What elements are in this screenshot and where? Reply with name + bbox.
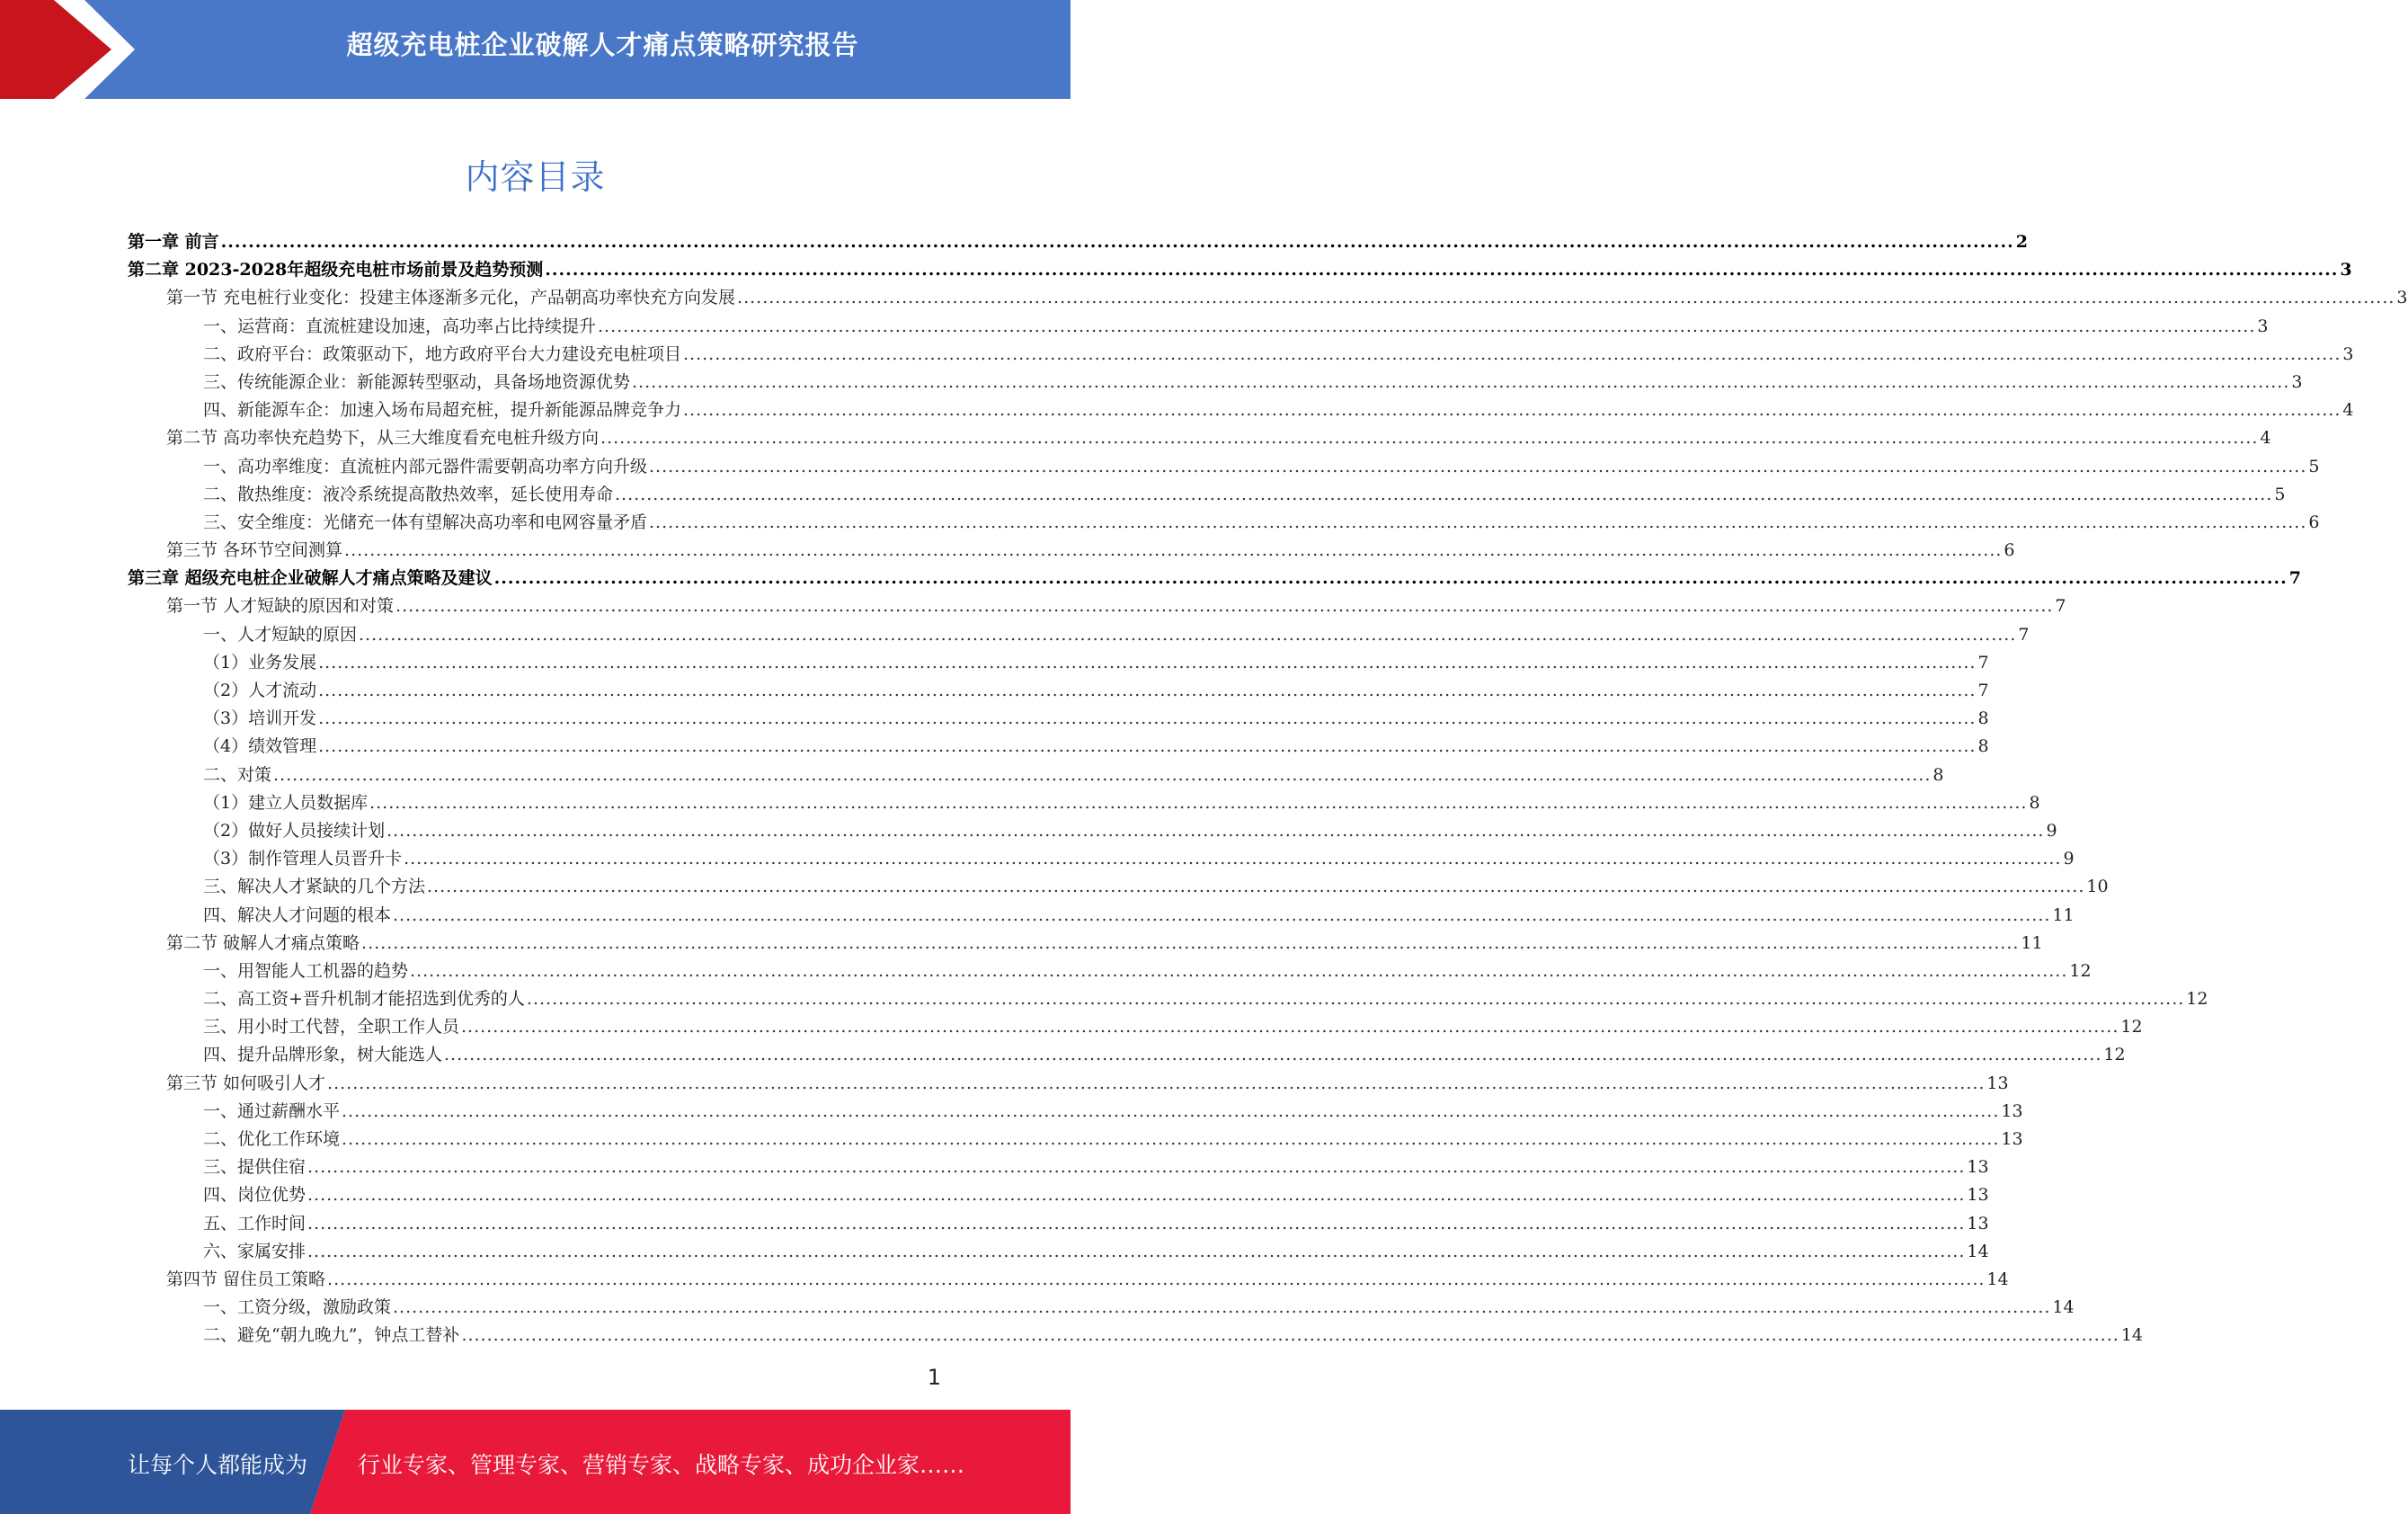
toc-entry-page-number: 7 (2055, 596, 2066, 617)
toc-entry-label: 第三节 各环节空间测算 (166, 540, 343, 561)
toc-entry-label: （1）业务发展 (203, 652, 317, 672)
toc-entry-label: 第三章 超级充电桩企业破解人才痛点策略及建议 (128, 568, 493, 589)
toc-entry[interactable] (128, 592, 2066, 620)
toc-dot-leader: ...................................................................................................................................................................................................................................................................... (598, 316, 2256, 336)
toc-entry-label: 一、运营商：直流桩建设加速，高功率占比持续提升 (203, 316, 597, 336)
toc-entry[interactable] (128, 789, 2040, 817)
toc-entry[interactable] (128, 1126, 2023, 1153)
toc-entry-label: 二、高工资+晋升机制才能招选到优秀的人 (203, 989, 525, 1010)
toc-entry-page-number: 7 (1977, 652, 1989, 672)
toc-entry[interactable] (128, 1153, 1989, 1181)
toc-entry-label: 四、岗位优势 (203, 1185, 307, 1206)
toc-entry-page-number: 3 (2257, 316, 2269, 336)
toc-dot-leader: ...................................................................................................................................................................................................................................................................... (307, 1241, 1966, 1261)
toc-title: 内容目录 (465, 157, 606, 197)
toc-entry-label: （3）培训开发 (203, 708, 317, 729)
toc-entry[interactable] (128, 1181, 1989, 1209)
toc-dot-leader: ...................................................................................................................................................................................................................................................................... (545, 260, 2339, 281)
toc-entry[interactable] (128, 1210, 1989, 1238)
toc-entry-page-number: 4 (2342, 400, 2354, 421)
toc-entry-label: 一、用智能人工机器的趋势 (203, 960, 409, 981)
toc-dot-leader: ...................................................................................................................................................................................................................................................................... (427, 877, 2085, 897)
toc-dot-leader: ...................................................................................................................................................................................................................................................................... (318, 708, 1977, 729)
toc-dot-leader: ...................................................................................................................................................................................................................................................................... (649, 456, 2307, 476)
toc-dot-leader: ...................................................................................................................................................................................................................................................................... (683, 343, 2341, 364)
toc-entry-page-number: 13 (1967, 1213, 1989, 1233)
toc-entry[interactable] (128, 509, 2320, 537)
footer-slogan-lead: 让每个人都能成为 (128, 1452, 308, 1478)
toc-entry[interactable] (128, 284, 2408, 312)
toc-entry[interactable] (128, 424, 2271, 452)
toc-entry-label: 第二节 破解人才痛点策略 (166, 932, 360, 953)
toc-dot-leader: ...................................................................................................................................................................................................................................................................... (307, 1157, 1966, 1178)
toc-entry-page-number: 6 (2004, 540, 2015, 561)
toc-entry-label: 第二章 2023-2028年超级充电桩市场前景及趋势预测 (128, 260, 544, 281)
toc-dot-leader: ...................................................................................................................................................................................................................................................................... (359, 624, 2017, 645)
toc-entry-label: 一、通过薪酬水平 (203, 1100, 341, 1121)
toc-entry-page-number: 8 (2029, 792, 2040, 813)
toc-entry-label: 三、传统能源企业：新能源转型驱动，具备场地资源优势 (203, 371, 631, 392)
toc-entry-page-number: 8 (1977, 736, 1989, 757)
toc-dot-leader: ...................................................................................................................................................................................................................................................................... (220, 232, 2014, 252)
report-title: 超级充电桩企业破解人才痛点策略研究报告 (346, 30, 859, 60)
toc-entry-page-number: 13 (2001, 1100, 2023, 1121)
toc-entry-page-number: 13 (1967, 1157, 1989, 1178)
toc-entry-page-number: 14 (2120, 1325, 2143, 1346)
toc-dot-leader: ...................................................................................................................................................................................................................................................................... (526, 989, 2185, 1010)
toc-dot-leader: ...................................................................................................................................................................................................................................................................... (393, 1297, 2051, 1318)
toc-entry-label: 第四节 留住员工策略 (166, 1269, 326, 1289)
toc-entry-label: 二、散热维度：液冷系统提高散热效率，延长使用寿命 (203, 484, 614, 504)
toc-entry-page-number: 11 (2052, 904, 2075, 925)
toc-dot-leader: ...................................................................................................................................................................................................................................................................... (615, 484, 2273, 504)
toc-dot-leader: ...................................................................................................................................................................................................................................................................... (342, 1100, 2000, 1121)
toc-entry[interactable] (128, 369, 2303, 396)
toc-entry-label: 第一节 人才短缺的原因和对策 (166, 596, 395, 617)
toc-entry-page-number: 7 (2018, 624, 2030, 645)
toc-entry-page-number: 4 (2260, 428, 2271, 449)
toc-entry-label: 二、避免“朝九晚九”，钟点工替补 (203, 1325, 460, 1346)
toc-entry-page-number: 5 (2274, 484, 2286, 504)
toc-entry[interactable] (128, 1294, 2075, 1322)
toc-entry-label: 第三节 如何吸引人才 (166, 1073, 326, 1093)
toc-entry-page-number: 8 (1933, 764, 1944, 785)
toc-dot-leader: ...................................................................................................................................................................................................................................................................... (600, 428, 2259, 449)
toc-entry[interactable] (128, 1098, 2023, 1126)
toc-dot-leader: ...................................................................................................................................................................................................................................................................... (461, 1325, 2119, 1346)
toc-entry[interactable] (128, 873, 2109, 901)
toc-entry[interactable] (128, 649, 1989, 677)
toc-entry[interactable] (128, 228, 2028, 256)
toc-entry-page-number: 13 (1967, 1185, 1989, 1206)
toc-entry-label: 三、用小时工代替，全职工作人员 (203, 1017, 460, 1038)
toc-entry[interactable] (128, 1070, 2009, 1098)
header-chevron-graphic (0, 0, 153, 99)
toc-dot-leader: ...................................................................................................................................................................................................................................................................... (273, 764, 1932, 785)
toc-entry-label: 四、新能源车企：加速入场布局超充桩，提升新能源品牌竞争力 (203, 400, 682, 421)
toc-entry[interactable] (128, 957, 2092, 985)
toc-dot-leader: ...................................................................................................................................................................................................................................................................... (410, 960, 2068, 981)
toc-dot-leader: ...................................................................................................................................................................................................................................................................... (493, 568, 2288, 589)
toc-entry-label: 一、工资分级，激励政策 (203, 1297, 392, 1318)
toc-entry-label: 第一章 前言 (128, 232, 219, 252)
toc-dot-leader: ...................................................................................................................................................................................................................................................................... (369, 792, 2028, 813)
toc-entry-page-number: 12 (2186, 989, 2208, 1010)
toc-dot-leader: ...................................................................................................................................................................................................................................................................... (318, 652, 1977, 672)
toc-dot-leader: ...................................................................................................................................................................................................................................................................... (632, 371, 2290, 392)
toc-entry-page-number: 2 (2015, 232, 2028, 252)
toc-entry-label: （1）建立人员数据库 (203, 792, 369, 813)
toc-dot-leader: ...................................................................................................................................................................................................................................................................... (393, 904, 2051, 925)
toc-entry-label: 二、对策 (203, 764, 272, 785)
toc-entry-label: 第二节 高功率快充趋势下，从三大维度看充电桩升级方向 (166, 428, 600, 449)
toc-entry[interactable] (128, 1013, 2143, 1041)
toc-entry-label: （4）绩效管理 (203, 736, 317, 757)
toc-entry-label: （2）做好人员接续计划 (203, 820, 386, 841)
toc-entry-label: 六、家属安排 (203, 1241, 307, 1261)
toc-entry-page-number: 11 (2021, 932, 2043, 953)
toc-dot-leader: ...................................................................................................................................................................................................................................................................... (683, 400, 2341, 421)
toc-entry-label: （2）人才流动 (203, 681, 317, 700)
toc-dot-leader: ...................................................................................................................................................................................................................................................................... (318, 736, 1977, 757)
footer-slogan-roles: 行业专家、管理专家、营销专家、战略专家、成功企业家…… (358, 1452, 965, 1478)
toc-entry-page-number: 3 (2291, 371, 2303, 392)
toc-entry-label: 五、工作时间 (203, 1213, 307, 1233)
toc-entry[interactable] (128, 930, 2043, 957)
toc-dot-leader: ...................................................................................................................................................................................................................................................................... (307, 1185, 1966, 1206)
toc-entry-page-number: 3 (2342, 343, 2354, 364)
toc-entry-page-number: 3 (2340, 260, 2352, 281)
toc-entry-label: 三、提供住宿 (203, 1157, 307, 1178)
toc-entry[interactable] (128, 481, 2286, 509)
toc-entry-page-number: 5 (2308, 456, 2320, 476)
toc-dot-leader: ...................................................................................................................................................................................................................................................................... (737, 288, 2395, 308)
toc-entry-label: 三、解决人才紧缺的几个方法 (203, 877, 426, 897)
toc-entry[interactable] (128, 453, 2320, 481)
toc-entry[interactable] (128, 677, 1989, 705)
toc-entry-page-number: 13 (2001, 1129, 2023, 1149)
toc-entry[interactable] (128, 313, 2269, 341)
toc-dot-leader: ...................................................................................................................................................................................................................................................................... (344, 540, 2003, 561)
toc-entry[interactable] (128, 1238, 1989, 1266)
toc-dot-leader: ...................................................................................................................................................................................................................................................................... (649, 512, 2307, 532)
toc-entry-label: 二、政府平台：政策驱动下，地方政府平台大力建设充电桩项目 (203, 343, 682, 364)
toc-entry-label: 二、优化工作环境 (203, 1129, 341, 1149)
table-of-contents (128, 228, 2408, 1350)
toc-dot-leader: ...................................................................................................................................................................................................................................................................... (387, 820, 2045, 841)
toc-entry-page-number: 8 (1977, 708, 1989, 729)
toc-entry[interactable] (128, 537, 2015, 565)
toc-entry-page-number: 12 (2069, 960, 2092, 981)
toc-dot-leader: ...................................................................................................................................................................................................................................................................... (307, 1213, 1966, 1233)
toc-entry-page-number: 12 (2120, 1017, 2143, 1038)
toc-entry[interactable] (128, 341, 2354, 369)
toc-entry[interactable] (128, 1266, 2009, 1294)
toc-entry-page-number: 14 (1967, 1241, 1989, 1261)
toc-dot-leader: ...................................................................................................................................................................................................................................................................... (318, 681, 1977, 700)
toc-entry-page-number: 9 (2063, 849, 2075, 869)
header-band (0, 0, 1071, 99)
toc-entry[interactable] (128, 396, 2354, 424)
toc-entry[interactable] (128, 845, 2075, 873)
toc-dot-leader: ...................................................................................................................................................................................................................................................................... (444, 1045, 2102, 1065)
toc-entry[interactable] (128, 1041, 2126, 1069)
toc-entry[interactable] (128, 705, 1989, 733)
toc-dot-leader: ...................................................................................................................................................................................................................................................................... (404, 849, 2062, 869)
toc-entry[interactable] (128, 1322, 2143, 1349)
toc-entry-page-number: 7 (1977, 681, 1989, 700)
toc-entry-page-number: 14 (1986, 1269, 2009, 1289)
toc-entry-page-number: 6 (2308, 512, 2320, 532)
toc-entry-page-number: 9 (2046, 820, 2057, 841)
toc-entry-label: 四、解决人才问题的根本 (203, 904, 392, 925)
toc-entry[interactable] (128, 902, 2075, 930)
toc-dot-leader: ...................................................................................................................................................................................................................................................................... (327, 1269, 1986, 1289)
toc-entry-page-number: 10 (2086, 877, 2109, 897)
toc-entry[interactable] (128, 565, 2301, 592)
toc-entry-page-number: 7 (2288, 568, 2301, 589)
page-number: 1 (927, 1365, 941, 1390)
toc-entry[interactable] (128, 256, 2352, 284)
toc-dot-leader: ...................................................................................................................................................................................................................................................................... (342, 1129, 2000, 1149)
toc-entry-label: 三、安全维度：光储充一体有望解决高功率和电网容量矛盾 (203, 512, 648, 532)
toc-entry[interactable] (128, 621, 2030, 649)
toc-entry-label: 一、人才短缺的原因 (203, 624, 358, 645)
toc-entry-label: 一、高功率维度：直流桩内部元器件需要朝高功率方向升级 (203, 456, 648, 476)
footer-band (0, 1410, 1071, 1514)
toc-entry-label: 四、提升品牌形象，树大能选人 (203, 1045, 443, 1065)
toc-entry[interactable] (128, 733, 1989, 761)
toc-entry[interactable] (128, 985, 2208, 1013)
toc-dot-leader: ...................................................................................................................................................................................................................................................................... (327, 1073, 1986, 1093)
toc-entry-page-number: 13 (1986, 1073, 2009, 1093)
toc-dot-leader: ...................................................................................................................................................................................................................................................................... (461, 1017, 2119, 1038)
toc-entry-label: 第一节 充电桩行业变化：投建主体逐渐多元化，产品朝高功率快充方向发展 (166, 288, 736, 308)
toc-entry-page-number: 12 (2103, 1045, 2126, 1065)
toc-entry-page-number: 3 (2396, 288, 2408, 308)
toc-entry[interactable] (128, 761, 1944, 789)
toc-entry[interactable] (128, 817, 2057, 845)
toc-entry-page-number: 14 (2052, 1297, 2075, 1318)
toc-dot-leader: ...................................................................................................................................................................................................................................................................... (361, 932, 2020, 953)
toc-dot-leader: ...................................................................................................................................................................................................................................................................... (395, 596, 2054, 617)
toc-entry-label: （3）制作管理人员晋升卡 (203, 849, 403, 869)
